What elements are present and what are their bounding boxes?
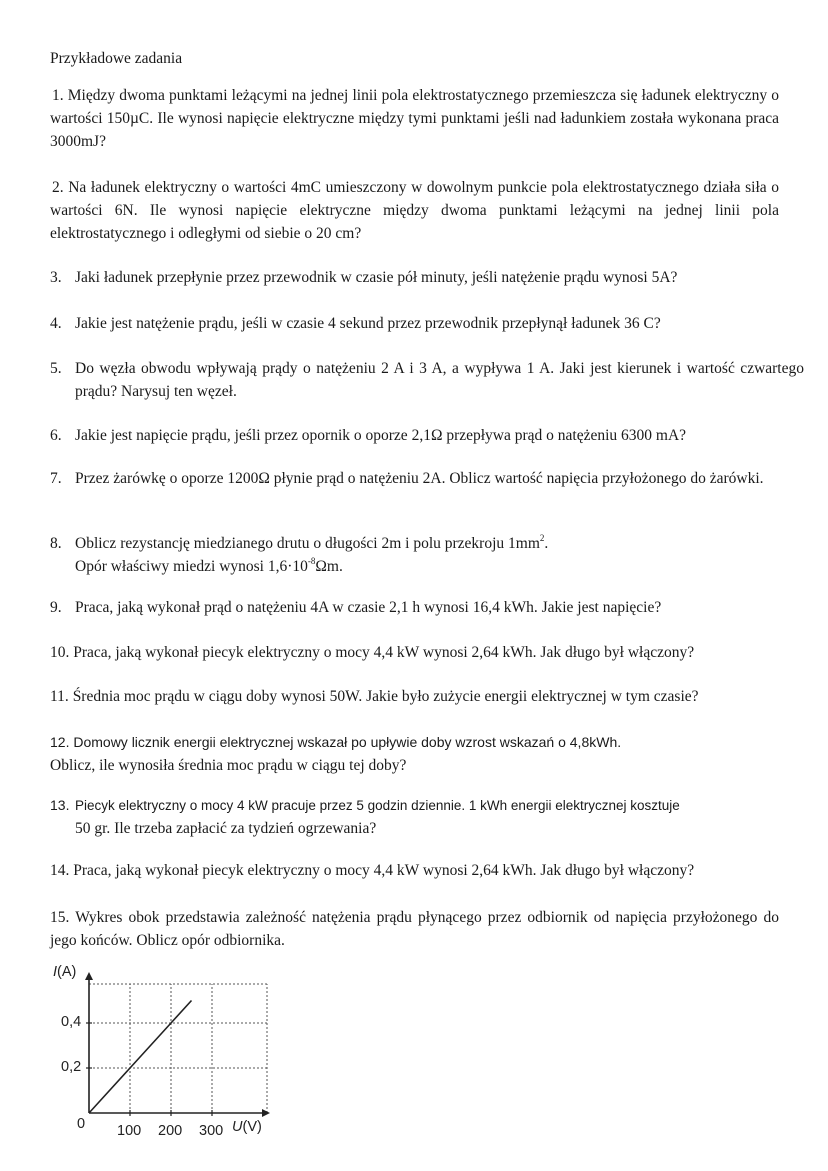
x-tick-label: 300 (199, 1123, 224, 1139)
task-text-line2: Opór właściwy miedzi wynosi $1,6\cdot 10^{-8}\Omega m$. (75, 555, 343, 575)
task-text: Jakie jest natężenie prądu, jeśli w czasie 4 sekund przez przewodnik przepłynął ładunek 36 C? (75, 315, 661, 332)
x-axis-label: U(V) (232, 1119, 262, 1135)
task-15 (50, 906, 779, 952)
task-text: Wykres obok przedstawia zależność natężenia prądu płynącego przez odbiornik od napięcia przyłożonego do jego końców. Oblicz opór odbiornika. (50, 909, 779, 949)
task-8 (50, 532, 804, 578)
page-title: Przykładowe zadania (50, 50, 183, 67)
task-2 (50, 176, 779, 245)
task-text: Praca, jaką wykonał prąd o natężeniu 4A w czasie 2,1 h wynosi 16,4 kWh. Jakie jest napięcie? (75, 599, 662, 616)
task-6 (50, 424, 804, 447)
task-number: 9. (50, 599, 62, 616)
task-text: Przez żarówkę o oporze 1200Ω płynie prąd o natężeniu 2A. Oblicz wartość napięcia przyłożonego do żarówki. (75, 470, 764, 487)
task-number: 15. (50, 909, 70, 926)
task-text-line1: Domowy licznik energii elektrycznej wskazał po upływie doby wzrost wskazań o 4,8kWh. (73, 734, 622, 750)
task-text: Średnia moc prądu w ciągu doby wynosi 50W. Jakie było zużycie energii elektrycznej w tym czasie? (72, 688, 699, 705)
task-number: 14. (50, 862, 70, 879)
y-tick-label: 0,2 (61, 1059, 82, 1075)
task-text-line2: Oblicz, ile wynosiła średnia moc prądu w ciągu tej doby? (50, 757, 407, 774)
task-text: Jakie jest napięcie prądu, jeśli przez opornik o oporze 2,1Ω przepływa prąd o natężeniu 6300 mA? (75, 427, 687, 444)
task-text: Jaki ładunek przepłynie przez przewodnik w czasie pół minuty, jeśli natężenie prądu wynosi 5A? (75, 269, 678, 286)
task-12 (50, 731, 779, 777)
x-tick-label: 100 (117, 1123, 142, 1139)
task-number: 10. (50, 644, 70, 661)
task-number: 1. (52, 87, 64, 104)
x-tick-label: 200 (158, 1123, 183, 1139)
y-tick-label: 0,4 (61, 1014, 82, 1030)
task-text: Między dwoma punktami leżącymi na jednej linii pola elektrostatycznego przemieszcza się ładunek elektryczny o wartości 150µC. Ile wynosi napięcie elektryczne między tymi punktami jeśli nad ładunkiem została wykonana praca 3000mJ? (50, 87, 779, 150)
task-number: 3. (50, 269, 62, 286)
task-number: 11. (50, 688, 69, 705)
task-number: 7. (50, 470, 62, 487)
task-3 (50, 266, 804, 289)
task-number: 12. (50, 734, 70, 750)
x-axis-arrow (262, 1109, 270, 1117)
origin-label: 0 (77, 1116, 86, 1132)
task-number: 4. (50, 315, 62, 332)
task-number: 6. (50, 427, 62, 444)
task-number: 2. (52, 179, 64, 196)
task-1 (50, 84, 779, 153)
task-14 (50, 859, 779, 882)
task-9 (50, 596, 804, 619)
task-10 (50, 641, 779, 664)
y-axis-label: I(A) (53, 964, 77, 980)
task-7 (50, 467, 804, 490)
current-voltage-chart (40, 962, 290, 1147)
task-number: 5. (50, 360, 62, 377)
task-5 (50, 357, 804, 403)
task-text: Na ładunek elektryczny o wartości 4mC umieszczony w dowolnym punkcie pola elektrostatycznego działa siła o wartości 6N. Ile wynosi napięcie elektryczne między dwoma punktami leżącymi na jednej linii pola elektrostatycznego i odległymi od siebie o 20 cm? (50, 179, 779, 242)
data-series-line (89, 1001, 192, 1114)
task-number: 8. (50, 535, 62, 552)
task-13 (50, 794, 804, 840)
task-text: Do węzła obwodu wpływają prądy o natężeniu 2 A i 3 A, a wypływa 1 A. Jaki jest kierunek i wartość czwartego prądu? Narysuj ten węzeł. (75, 360, 804, 400)
task-11 (50, 685, 779, 708)
task-4 (50, 312, 804, 335)
task-text: Praca, jaką wykonał piecyk elektryczny o mocy 4,4 kW wynosi 2,64 kWh. Jak długo był włączony? (73, 644, 695, 661)
task-text-line1: Oblicz rezystancję miedzianego drutu o długości 2m i polu przekroju $1mm^2$. (75, 532, 549, 552)
task-number: 13. (50, 797, 70, 813)
y-axis-arrow (85, 972, 93, 980)
task-text-line1: Piecyk elektryczny o mocy 4 kW pracuje przez 5 godzin dziennie. 1 kWh energii elektrycznej kosztuje (75, 798, 680, 813)
task-text-line2: 50 gr. Ile trzeba zapłacić za tydzień ogrzewania? (75, 820, 377, 837)
task-text: Praca, jaką wykonał piecyk elektryczny o mocy 4,4 kW wynosi 2,64 kWh. Jak długo był włączony? (73, 862, 695, 879)
